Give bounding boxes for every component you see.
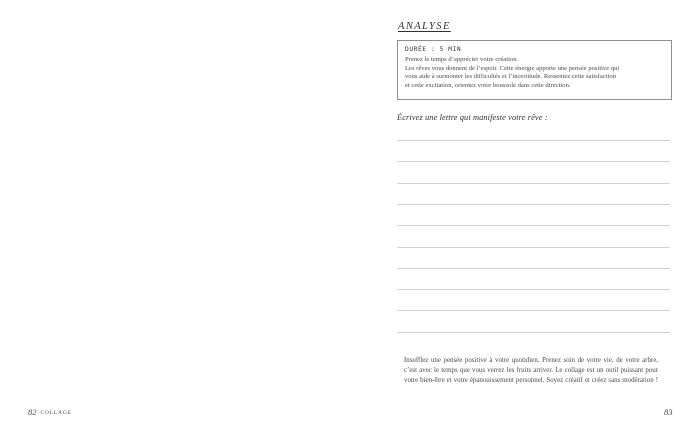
duration-box	[397, 40, 672, 100]
section-name: COLLAGE	[40, 410, 72, 416]
writing-line	[397, 289, 670, 290]
writing-line	[397, 247, 670, 248]
box-paragraph	[405, 56, 664, 90]
section-heading: ANALYSE	[398, 21, 451, 32]
right-page-number: 83	[664, 407, 673, 417]
closing-line: votre bien-être et votre épanouissement personnel. Soyez créatif et créez sans modération !	[404, 377, 658, 385]
closing-line: c’est avec le temps que vous verrez les fruits arriver. Le collage est un outil puissant pour	[404, 367, 658, 375]
writing-line	[397, 183, 670, 184]
writing-line	[397, 204, 670, 205]
writing-line	[397, 268, 670, 269]
closing-line: Insufflez une pensée positive à votre quotidien. Prenez soin de votre vie, de votre arbre,	[404, 357, 658, 364]
writing-line	[397, 161, 670, 162]
box-line: Prenez le temps d’apprécier votre création.	[405, 56, 519, 63]
duration-label: DURÉE : 5 MIN	[405, 46, 462, 53]
closing-paragraph	[404, 356, 658, 387]
writing-line	[397, 225, 670, 226]
writing-prompt: Écrivez une lettre qui manifeste votre rêve :	[397, 113, 548, 122]
writing-line	[397, 310, 670, 311]
box-line: vous aide à surmonter les difficultés et l’incertitude. Ressentez cette satisfaction	[405, 73, 616, 81]
left-page-number: 82	[28, 407, 37, 417]
left-folio	[28, 407, 72, 417]
box-line: et cette excitation, orientez votre boussole dans cette direction.	[405, 81, 571, 89]
box-line: Les rêves vous donnent de l’espoir. Cette énergie apporte une pensée positive qui	[405, 64, 620, 72]
writing-line	[397, 140, 670, 141]
writing-line	[397, 332, 670, 333]
